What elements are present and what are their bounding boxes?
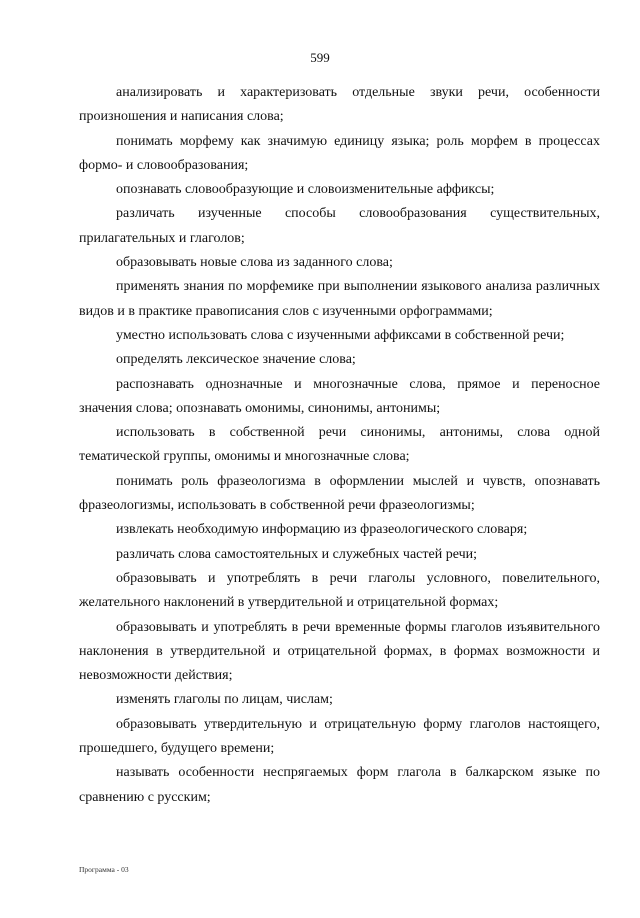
- paragraph: различать изученные способы словообразования существительных, прилагательных и глаголов;: [79, 206, 600, 246]
- paragraph: образовывать и употреблять в речи временные формы глаголов изъявительного наклонения в утвердительной и отрицательной формах, в формах возможности и невозможности действия;: [79, 619, 600, 684]
- paragraph: образовывать новые слова из заданного слова;: [116, 255, 393, 271]
- paragraph: изменять глаголы по лицам, числам;: [116, 692, 333, 708]
- paragraph: извлекать необходимую информацию из фразеологического словаря;: [116, 522, 528, 538]
- paragraph: использовать в собственной речи синонимы, антонимы, слова одной тематической группы, омонимы и многозначные слова;: [79, 425, 600, 465]
- paragraph: определять лексическое значение слова;: [116, 352, 356, 368]
- document-body: [79, 81, 600, 810]
- paragraph: анализировать и характеризовать отдельные звуки речи, особенности произношения и написания слова;: [79, 85, 600, 125]
- page-number: 599: [310, 50, 330, 65]
- paragraph: применять знания по морфемике при выполнении языкового анализа различных видов и в практике правописания слов с изученными орфограммами;: [79, 279, 600, 319]
- paragraph: образовывать и употреблять в речи глаголы условного, повелительного, желательного наклонений в утвердительной и отрицательной формах;: [79, 570, 600, 611]
- page-footer: Программа - 03: [79, 865, 129, 874]
- paragraph: различать слова самостоятельных и служебных частей речи;: [116, 546, 477, 562]
- paragraph: опознавать словообразующие и словоизменительные аффиксы;: [116, 182, 495, 198]
- paragraph: понимать роль фразеологизма в оформлении мыслей и чувств, опознавать фразеологизмы, использовать в собственной речи фразеологизмы;: [79, 473, 600, 514]
- paragraph: уместно использовать слова с изученными аффиксами в собственной речи;: [116, 327, 565, 343]
- paragraph: понимать морфему как значимую единицу языка; роль морфем в процессах формо- и словообразования;: [79, 133, 600, 173]
- paragraph: называть особенности неспрягаемых форм глагола в балкарском языке по сравнению с русским;: [79, 765, 600, 805]
- paragraph: образовывать утвердительную и отрицательную форму глаголов настоящего, прошедшего, будущего времени;: [79, 716, 600, 757]
- paragraph: распознавать однозначные и многозначные слова, прямое и переносное значения слова; опознавать омонимы, синонимы, антонимы;: [79, 376, 600, 416]
